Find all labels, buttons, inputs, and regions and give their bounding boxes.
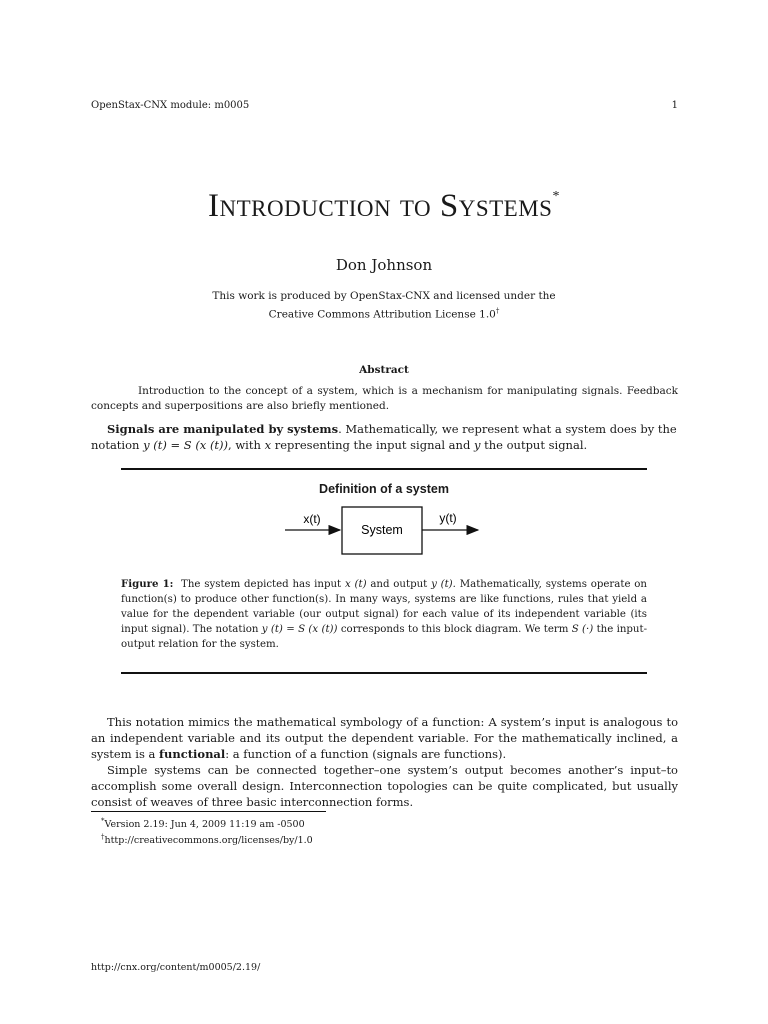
intro-paragraph <box>91 421 678 437</box>
notation-var-y: y <box>473 438 481 452</box>
figure-top-rule <box>121 468 647 470</box>
figure-title: Definition of a system <box>319 482 449 496</box>
input-label: x(t) <box>303 512 321 526</box>
page-footer-url[interactable]: http://cnx.org/content/m0005/2.19/ <box>91 962 261 973</box>
license-footnote-mark: † <box>495 307 500 315</box>
caption-part-5: the input-output relation for the system. <box>121 624 648 650</box>
caption-operator: S (·) <box>571 624 594 635</box>
license-notice <box>0 289 768 323</box>
footnote-2 <box>91 831 313 847</box>
footnote-2-link[interactable]: http://creativecommons.org/licenses/by/1.0 <box>104 835 313 847</box>
body-paragraph-1 <box>91 714 678 762</box>
notation-end: the output signal. <box>480 438 588 452</box>
caption-equation: y (t) = S (x (t)) <box>261 624 338 635</box>
system-block-diagram <box>121 498 647 564</box>
footnote-1-text: Version 2.19: Jun 4, 2009 11:19 am -0500 <box>104 819 305 831</box>
page-number: 1 <box>671 100 678 111</box>
footnote-rule <box>91 811 326 812</box>
abstract-text: Introduction to the concept of a system, which is a mechanism for manipulating signals. Feedback concepts and superpositions are also briefly mentioned. <box>91 385 678 412</box>
figure-caption <box>121 577 647 652</box>
caption-input-xt: x (t) <box>344 579 367 590</box>
body-p1-post: : a function of a function (signals are functions). <box>225 747 507 761</box>
title-footnote-mark: * <box>552 189 560 204</box>
notation-mid: , with <box>228 438 265 452</box>
notation-var-x: x <box>264 438 272 452</box>
notation-mid2: representing the input signal and <box>271 438 474 452</box>
figure-bottom-rule <box>121 672 647 674</box>
output-label: y(t) <box>439 511 457 525</box>
notation-pre: notation <box>91 438 144 452</box>
footnotes <box>91 815 313 847</box>
notation-equation: y (t) = S (x (t)) <box>143 438 229 452</box>
license-line-1: This work is produced by OpenStax-CNX and licensed under the <box>212 290 556 302</box>
body-p1-pre: This notation mimics the mathematical symbology of a function: A system’s input is analogous to an independent variable and its output the dependent variable. For the mathematically inclined, a system is a <box>91 715 678 761</box>
caption-part-1: The system depicted has input <box>181 579 345 590</box>
abstract-heading: Abstract <box>359 364 409 376</box>
caption-part-2: and output <box>366 579 432 590</box>
footnote-2-mark: † <box>101 833 105 842</box>
intro-notation-line <box>91 437 587 453</box>
intro-text: . Mathematically, we represent what a system does by the <box>338 422 677 436</box>
caption-output-yt: y (t) <box>431 579 453 590</box>
caption-part-3: . Mathematically, systems operate on function(s) to produce other function(s). In many ways, systems are like functions, rules that yield a value for the dependent variable (our output signal) for each value of its independent variable (its input signal). The notation <box>121 579 647 635</box>
system-block-label: System <box>361 523 403 537</box>
title-text: Introduction to Systems <box>208 188 553 224</box>
document-title <box>0 188 768 225</box>
body-p1-bold: functional <box>159 747 226 761</box>
author: Don Johnson <box>335 256 433 274</box>
footnote-1-mark: * <box>101 817 105 825</box>
caption-part-4: corresponds to this block diagram. We term <box>337 624 572 635</box>
license-line-2: Creative Commons Attribution License 1.0 <box>268 308 496 321</box>
running-header: OpenStax-CNX module: m0005 <box>91 100 250 111</box>
footnote-1 <box>91 815 313 831</box>
caption-label: Figure 1: <box>121 578 174 590</box>
intro-bold-lead: Signals are manipulated by systems <box>107 422 339 436</box>
body-paragraph-2: Simple systems can be connected together–one system’s output becomes another’s input–to accomplish some overall design. Interconnection topologies can be quite complicated, but usually consist of weaves of three basic interconnection forms. <box>91 763 678 809</box>
body-text <box>91 714 678 810</box>
